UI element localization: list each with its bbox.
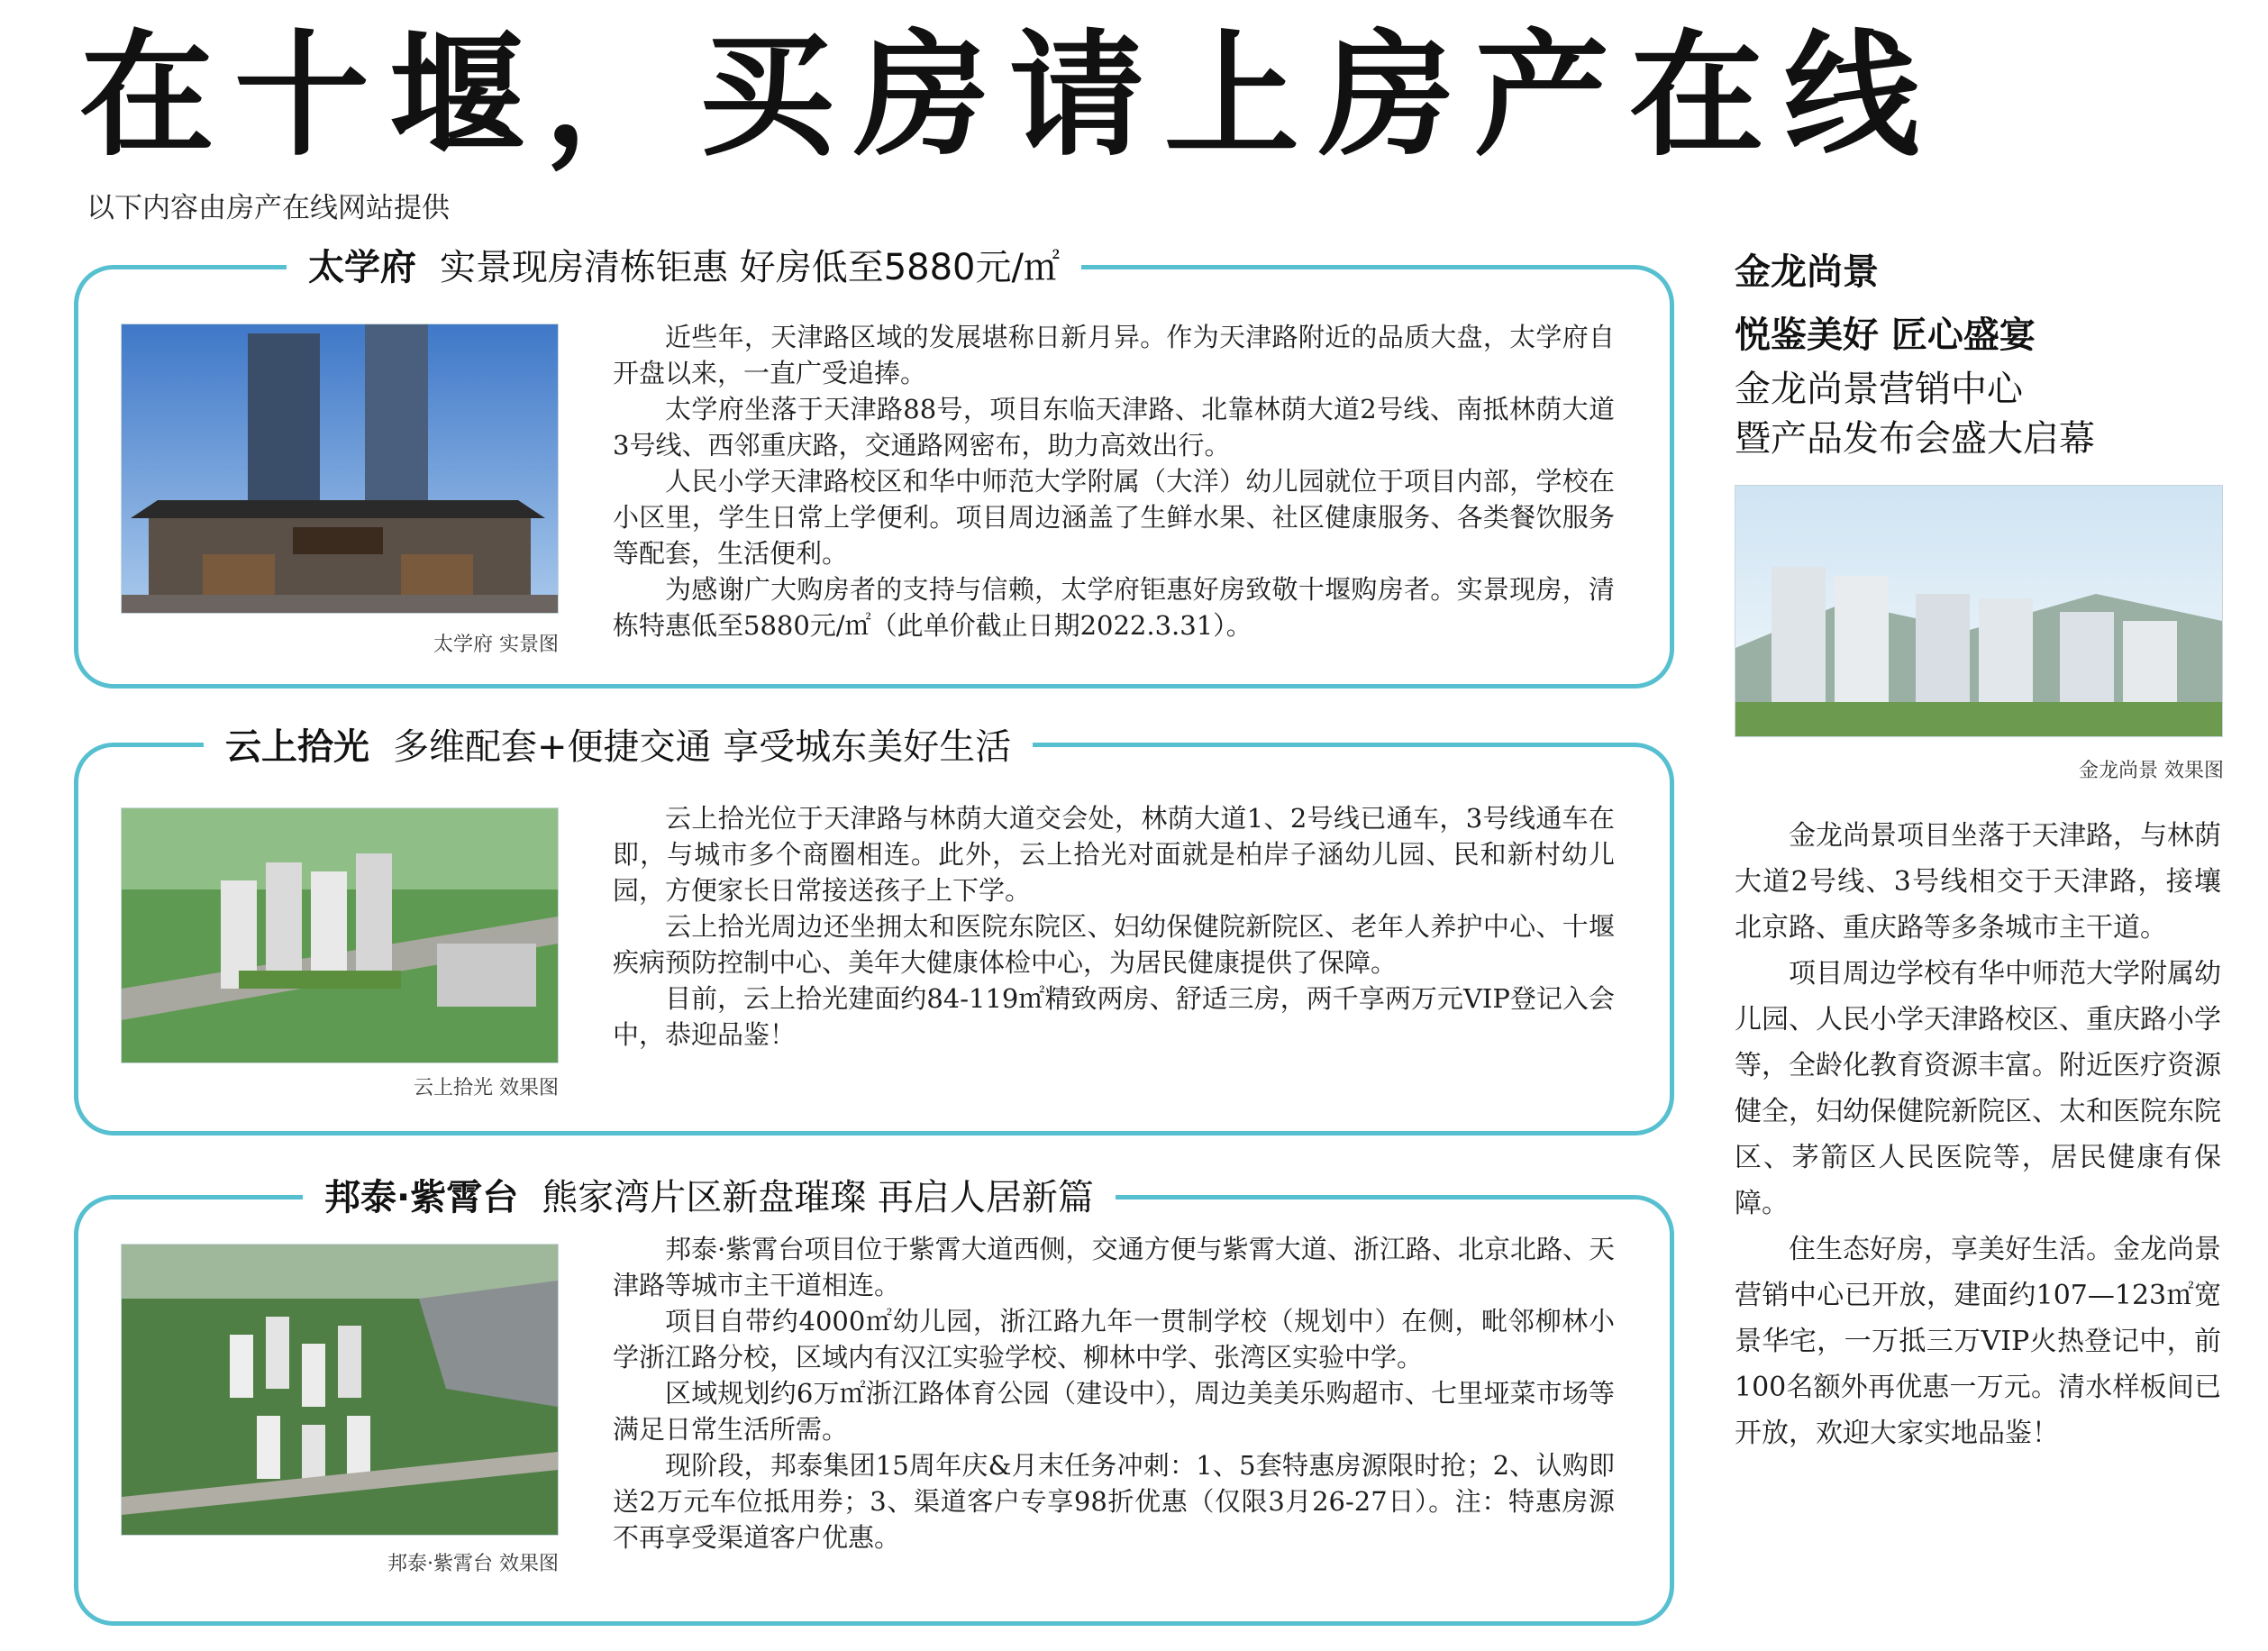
paragraph: 目前，云上拾光建面约84-119㎡精致两房、舒适三房，两千享两万元VIP登记入会中，恭迎品鉴！ — [613, 983, 1615, 1050]
photo-caption: 邦泰·紫霄台 效果图 — [387, 1553, 559, 1575]
building-rendering-photo — [1735, 486, 2222, 736]
side-project-description — [1735, 813, 2221, 1456]
project-header-yunshang — [204, 723, 1033, 771]
paragraph: 邦泰·紫霄台项目位于紫霄大道西侧，交通方便与紫霄大道、浙江路、北京北路、天津路等城市主干道相连。 — [613, 1234, 1615, 1300]
side-project-photo — [1735, 485, 2223, 737]
paragraph: 近些年，天津路区域的发展堪称日新月异。作为天津路附近的品质大盘，太学府自开盘以来，一直广受追捧。 — [613, 322, 1615, 388]
page-headline: 在十堰，买房请上房产在线 — [79, 18, 1940, 175]
paragraph: 金龙尚景项目坐落于天津路，与林荫大道2号线、3号线相交于天津路，接壤北京路、重庆路等多条城市主干道。 — [1735, 820, 2221, 944]
project-description-taixuefu — [613, 319, 1615, 643]
paragraph: 区域规划约6万㎡浙江路体育公园（建设中），周边美美乐购超市、七里垭菜市场等满足日常生活所需。 — [613, 1378, 1615, 1445]
side-project-name: 金龙尚景 — [1735, 251, 1879, 293]
photo-caption: 太学府 实景图 — [433, 634, 559, 656]
project-description-yunshang — [613, 800, 1615, 1053]
project-slogan: 实景现房清栋钜惠 好房低至5880元/㎡ — [440, 247, 1060, 288]
aerial-rendering-photo — [122, 1245, 558, 1535]
project-slogan: 多维配套+便捷交通 享受城东美好生活 — [393, 726, 1012, 768]
paragraph: 人民小学天津路校区和华中师范大学附属（大洋）幼儿园就位于项目内部，学校在小区里，学生日常上学便利。项目周边涵盖了生鲜水果、社区健康服务、各类餐饮服务等配套，生活便利。 — [613, 466, 1615, 569]
project-name: 云上拾光 — [225, 726, 369, 768]
paragraph: 现阶段，邦泰集团15周年庆&月末任务冲刺：1、5套特惠房源限时抢；2、认购即送2万元车位抵用券；3、渠道客户专享98折优惠（仅限3月26-27日）。注：特惠房源不再享受渠道客户优惠。 — [613, 1450, 1615, 1553]
paragraph: 云上拾光位于天津路与林荫大道交会处，林荫大道1、2号线已通车，3号线通车在即，与城市多个商圈相连。此外，云上拾光对面就是柏岸子涵幼儿园、民和新村幼儿园，方便家长日常接送孩子上下学。 — [613, 803, 1615, 906]
project-description-bangtai — [613, 1231, 1615, 1555]
side-headline-2: 暨产品发布会盛大启幕 — [1735, 418, 2095, 460]
project-name: 太学府 — [308, 247, 416, 288]
paragraph: 为感谢广大购房者的支持与信赖，太学府钜惠好房致敬十堰购房者。实景现房，清栋特惠低至5880元/㎡（此单价截止日期2022.3.31）。 — [613, 574, 1615, 641]
aerial-rendering-photo — [122, 808, 558, 1063]
project-slogan: 熊家湾片区新盘璀璨 再启人居新篇 — [542, 1177, 1094, 1218]
paragraph: 住生态好房，享美好生活。金龙尚景营销中心已开放，建面约107—123㎡宽景华宅，一万抵三万VIP火热登记中，前100名额外再优惠一万元。清水样板间已开放，欢迎大家实地品鉴！ — [1735, 1234, 2221, 1449]
building-gate-photo — [122, 324, 558, 613]
paragraph: 云上拾光周边还坐拥太和医院东院区、妇幼保健院新院区、老年人养护中心、十堰疾病预防控制中心、美年大健康体检中心，为居民健康提供了保障。 — [613, 911, 1615, 978]
project-name: 邦泰·紫霄台 — [324, 1177, 519, 1218]
source-note: 以下内容由房产在线网站提供 — [87, 192, 450, 224]
project-photo-taixuefu — [121, 324, 559, 614]
paragraph: 项目自带约4000㎡幼儿园，浙江路九年一贯制学校（规划中）在侧，毗邻柳林小学浙江路分校，区域内有汉江实验学校、柳林中学、张湾区实验中学。 — [613, 1306, 1615, 1373]
paragraph: 太学府坐落于天津路88号，项目东临天津路、北靠林荫大道2号线、南抵林荫大道3号线、西邻重庆路，交通路网密布，助力高效出行。 — [613, 394, 1615, 461]
project-photo-yunshang — [121, 807, 559, 1063]
project-photo-bangtai — [121, 1244, 559, 1536]
photo-caption: 金龙尚景 效果图 — [2079, 760, 2224, 782]
side-slogan: 悦鉴美好 匠心盛宴 — [1735, 315, 2036, 356]
side-headline-1: 金龙尚景营销中心 — [1735, 369, 2023, 410]
paragraph: 项目周边学校有华中师范大学附属幼儿园、人民小学天津路校区、重庆路小学等，全龄化教育资源丰富。附近医疗资源健全，妇幼保健院新院区、太和医院东院区、茅箭区人民医院等，居民健康有保障。 — [1735, 958, 2221, 1219]
project-header-taixuefu — [287, 243, 1081, 292]
project-header-bangtai — [303, 1173, 1116, 1222]
photo-caption: 云上拾光 效果图 — [414, 1077, 559, 1099]
